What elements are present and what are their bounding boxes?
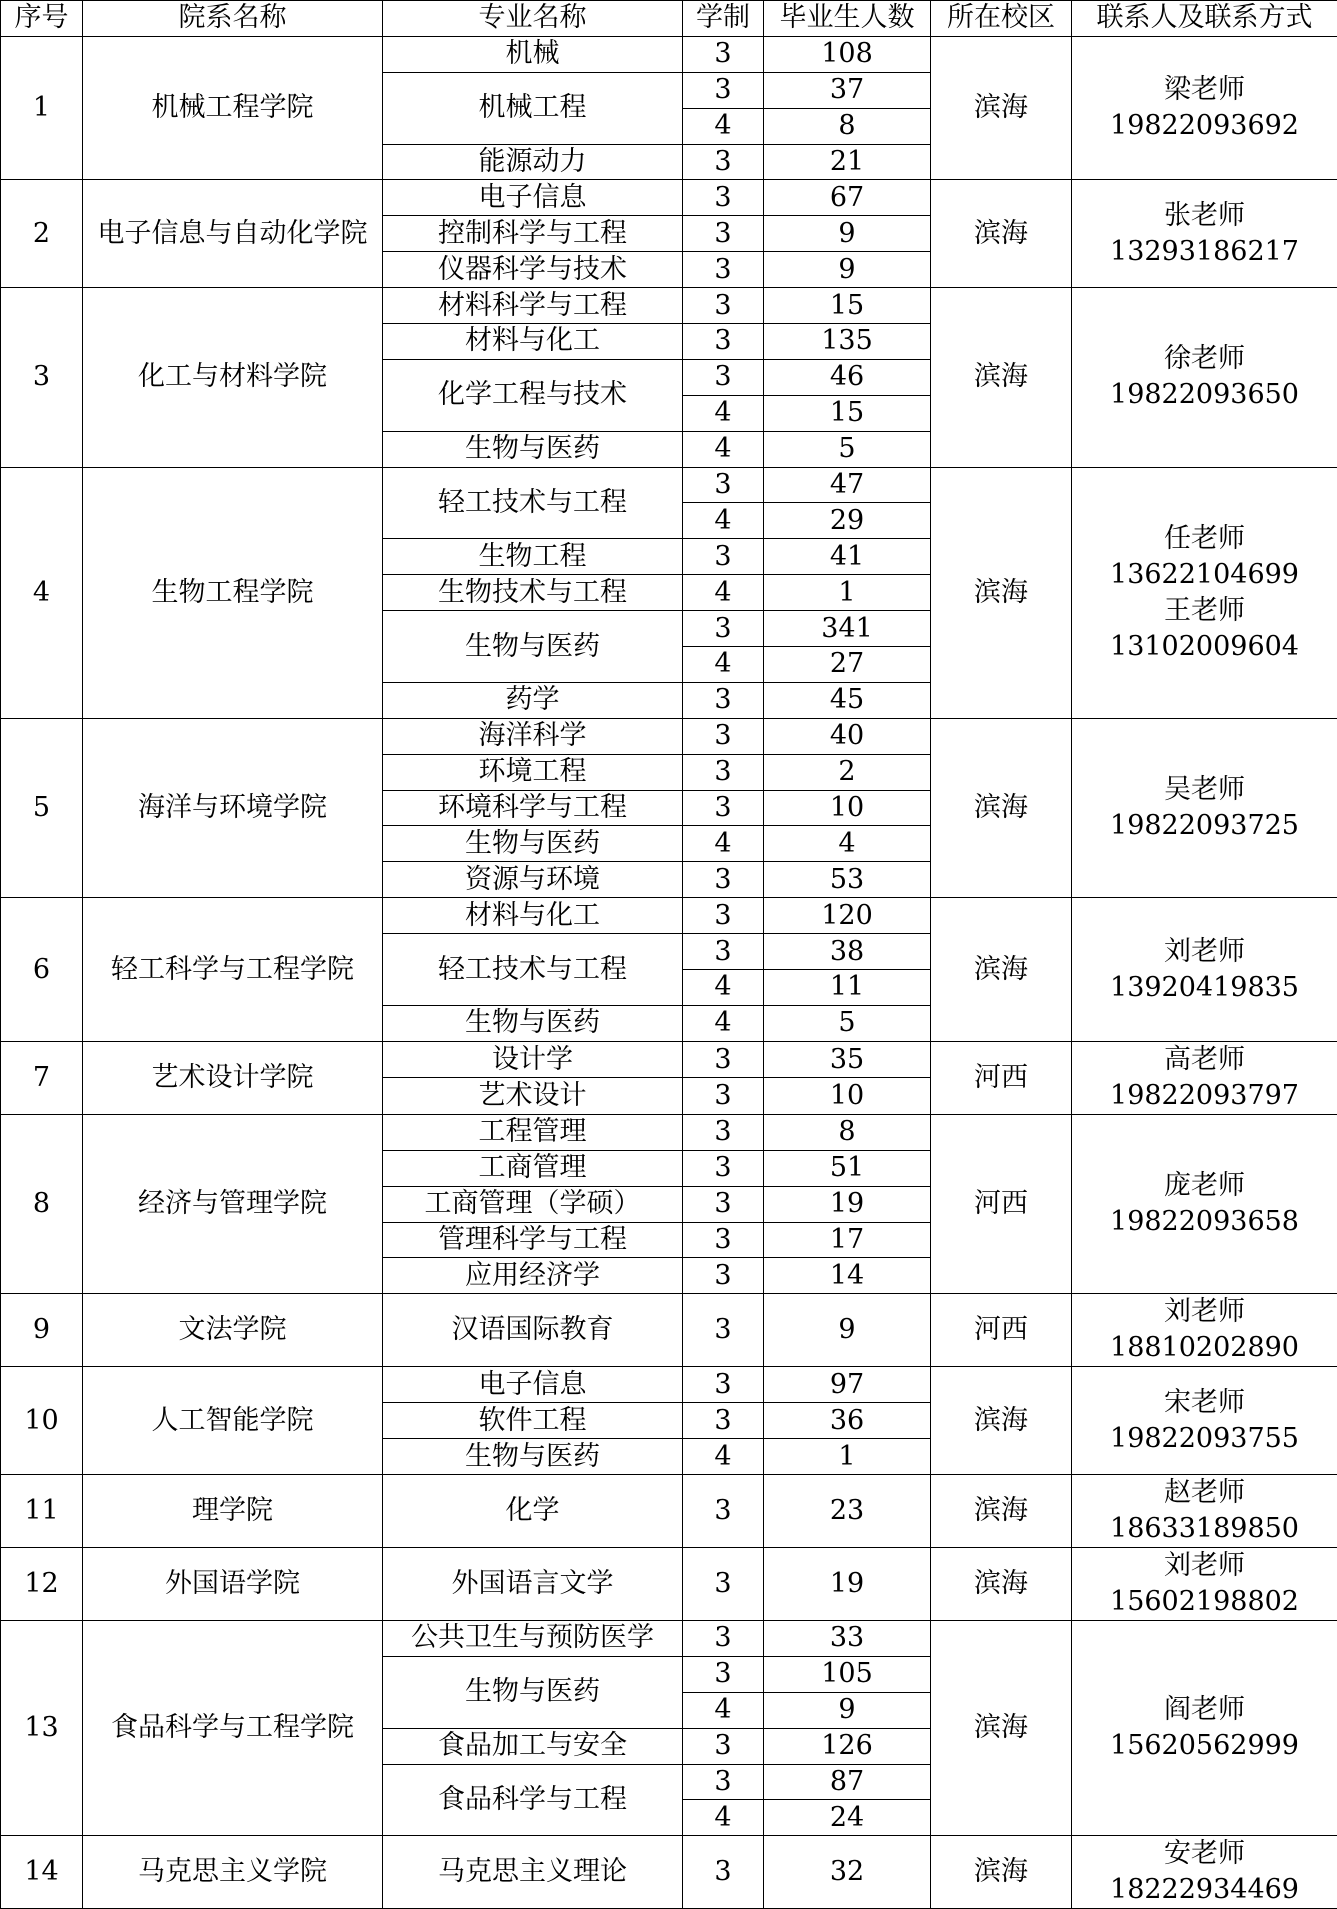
graduate-count: 105 xyxy=(764,1656,931,1692)
graduate-count: 24 xyxy=(764,1800,931,1836)
study-duration: 4 xyxy=(683,1800,764,1836)
row-index: 11 xyxy=(1,1474,83,1547)
study-duration: 3 xyxy=(683,1041,764,1078)
table-row xyxy=(1,1836,1337,1909)
graduate-count: 23 xyxy=(764,1474,931,1547)
table-row xyxy=(1,36,1337,72)
study-duration: 3 xyxy=(683,72,764,108)
study-duration: 4 xyxy=(683,108,764,144)
campus: 滨海 xyxy=(931,1367,1072,1475)
study-duration: 3 xyxy=(683,611,764,647)
study-duration: 3 xyxy=(683,1728,764,1764)
department-name: 人工智能学院 xyxy=(83,1367,383,1475)
contact-person: 任老师 xyxy=(1164,522,1245,554)
table-row xyxy=(1,898,1337,934)
contact-phone: 19822093692 xyxy=(1110,110,1299,142)
campus: 河西 xyxy=(931,1114,1072,1293)
graduate-count: 40 xyxy=(764,718,931,754)
graduate-count: 35 xyxy=(764,1041,931,1078)
table-row xyxy=(1,467,1337,503)
major-name: 外国语言文学 xyxy=(383,1547,683,1620)
contact-person: 徐老师 xyxy=(1164,343,1245,375)
contact-phone: 18633189850 xyxy=(1110,1512,1299,1544)
contact-phone: 18810202890 xyxy=(1110,1332,1299,1364)
header-campus: 所在校区 xyxy=(931,1,1072,37)
major-name: 环境工程 xyxy=(383,754,683,790)
study-duration: 3 xyxy=(683,1367,764,1403)
graduate-count: 47 xyxy=(764,467,931,503)
major-name: 马克思主义理论 xyxy=(383,1836,683,1909)
contact-phone: 19822093755 xyxy=(1110,1422,1299,1454)
major-name: 生物与医药 xyxy=(383,611,683,683)
contact-info xyxy=(1072,467,1337,718)
department-name: 食品科学与工程学院 xyxy=(83,1620,383,1835)
study-duration: 4 xyxy=(683,826,764,862)
contact-info xyxy=(1072,36,1337,180)
contact-info xyxy=(1072,718,1337,897)
contact-info xyxy=(1072,1114,1337,1293)
graduate-count: 51 xyxy=(764,1150,931,1186)
department-name: 外国语学院 xyxy=(83,1547,383,1620)
row-index: 7 xyxy=(1,1041,83,1114)
department-name: 马克思主义学院 xyxy=(83,1836,383,1909)
campus: 滨海 xyxy=(931,1474,1072,1547)
contact-phone: 13102009604 xyxy=(1110,630,1299,662)
study-duration: 3 xyxy=(683,288,764,324)
graduate-count: 27 xyxy=(764,647,931,683)
major-name: 食品科学与工程 xyxy=(383,1764,683,1836)
table-row xyxy=(1,1041,1337,1078)
campus: 滨海 xyxy=(931,467,1072,718)
campus: 滨海 xyxy=(931,1620,1072,1835)
graduate-count: 41 xyxy=(764,539,931,575)
study-duration: 3 xyxy=(683,1186,764,1222)
study-duration: 3 xyxy=(683,1222,764,1258)
study-duration: 3 xyxy=(683,1474,764,1547)
header-major: 专业名称 xyxy=(383,1,683,37)
header-duration: 学制 xyxy=(683,1,764,37)
major-name: 应用经济学 xyxy=(383,1258,683,1294)
graduate-count: 67 xyxy=(764,180,931,216)
graduate-count: 8 xyxy=(764,108,931,144)
study-duration: 3 xyxy=(683,324,764,360)
contact-person: 张老师 xyxy=(1164,199,1245,231)
campus: 河西 xyxy=(931,1294,1072,1367)
header-row xyxy=(1,1,1337,37)
study-duration: 3 xyxy=(683,539,764,575)
study-duration: 3 xyxy=(683,1656,764,1692)
study-duration: 3 xyxy=(683,1150,764,1186)
major-name: 工商管理（学硕） xyxy=(383,1186,683,1222)
study-duration: 4 xyxy=(683,647,764,683)
major-name: 环境科学与工程 xyxy=(383,790,683,826)
major-name: 控制科学与工程 xyxy=(383,216,683,252)
graduate-count: 37 xyxy=(764,72,931,108)
major-name: 化学 xyxy=(383,1474,683,1547)
major-name: 海洋科学 xyxy=(383,718,683,754)
study-duration: 3 xyxy=(683,862,764,898)
contact-person: 庞老师 xyxy=(1164,1170,1245,1202)
row-index: 5 xyxy=(1,718,83,897)
department-name: 海洋与环境学院 xyxy=(83,718,383,897)
header-contact: 联系人及联系方式 xyxy=(1072,1,1337,37)
study-duration: 3 xyxy=(683,1114,764,1150)
campus: 滨海 xyxy=(931,718,1072,897)
graduate-count: 33 xyxy=(764,1620,931,1656)
campus: 滨海 xyxy=(931,288,1072,467)
contact-person: 刘老师 xyxy=(1164,1549,1245,1581)
contact-info xyxy=(1072,1620,1337,1835)
graduate-count: 9 xyxy=(764,216,931,252)
row-index: 4 xyxy=(1,467,83,718)
table-row xyxy=(1,718,1337,754)
graduate-count: 9 xyxy=(764,1294,931,1367)
graduate-count: 135 xyxy=(764,324,931,360)
graduate-count: 32 xyxy=(764,1836,931,1909)
major-name: 汉语国际教育 xyxy=(383,1294,683,1367)
major-name: 生物技术与工程 xyxy=(383,575,683,611)
graduate-count: 19 xyxy=(764,1186,931,1222)
contact-person: 刘老师 xyxy=(1164,935,1245,967)
graduate-count: 9 xyxy=(764,1692,931,1728)
graduate-count: 36 xyxy=(764,1403,931,1439)
table-row xyxy=(1,1547,1337,1620)
contact-phone: 13920419835 xyxy=(1110,971,1299,1003)
major-name: 生物与医药 xyxy=(383,431,683,467)
department-name: 文法学院 xyxy=(83,1294,383,1367)
study-duration: 3 xyxy=(683,1078,764,1115)
major-name: 资源与环境 xyxy=(383,862,683,898)
study-duration: 3 xyxy=(683,682,764,718)
graduate-count: 5 xyxy=(764,431,931,467)
row-index: 3 xyxy=(1,288,83,467)
study-duration: 3 xyxy=(683,898,764,934)
contact-person: 吴老师 xyxy=(1164,774,1245,806)
major-name: 材料与化工 xyxy=(383,898,683,934)
department-name: 经济与管理学院 xyxy=(83,1114,383,1293)
graduate-count: 10 xyxy=(764,790,931,826)
graduate-count: 10 xyxy=(764,1078,931,1115)
study-duration: 4 xyxy=(683,503,764,539)
study-duration: 3 xyxy=(683,36,764,72)
study-duration: 3 xyxy=(683,359,764,395)
table-row xyxy=(1,1367,1337,1403)
contact-person: 梁老师 xyxy=(1164,74,1245,106)
contact-person: 刘老师 xyxy=(1164,1296,1245,1328)
study-duration: 3 xyxy=(683,1764,764,1800)
campus: 滨海 xyxy=(931,898,1072,1042)
graduate-count: 15 xyxy=(764,288,931,324)
graduate-count: 17 xyxy=(764,1222,931,1258)
header-index: 序号 xyxy=(1,1,83,37)
major-name: 生物工程 xyxy=(383,539,683,575)
study-duration: 4 xyxy=(683,395,764,431)
contact-phone: 19822093650 xyxy=(1110,379,1299,411)
major-name: 机械 xyxy=(383,36,683,72)
major-name: 软件工程 xyxy=(383,1403,683,1439)
contact-info xyxy=(1072,1294,1337,1367)
major-name: 食品加工与安全 xyxy=(383,1728,683,1764)
major-name: 轻工技术与工程 xyxy=(383,467,683,539)
major-name: 机械工程 xyxy=(383,72,683,144)
study-duration: 4 xyxy=(683,431,764,467)
study-duration: 4 xyxy=(683,1439,764,1475)
contact-phone: 19822093797 xyxy=(1110,1079,1299,1111)
table-row xyxy=(1,1114,1337,1150)
study-duration: 3 xyxy=(683,1294,764,1367)
major-name: 艺术设计 xyxy=(383,1078,683,1115)
graduate-count: 45 xyxy=(764,682,931,718)
major-name: 管理科学与工程 xyxy=(383,1222,683,1258)
row-index: 13 xyxy=(1,1620,83,1835)
contact-info xyxy=(1072,180,1337,288)
contact-phone: 13622104699 xyxy=(1110,558,1299,590)
contact-person: 赵老师 xyxy=(1164,1476,1245,1508)
graduate-count: 1 xyxy=(764,575,931,611)
row-index: 6 xyxy=(1,898,83,1042)
department-name: 艺术设计学院 xyxy=(83,1041,383,1114)
table-row xyxy=(1,1294,1337,1367)
graduate-count: 38 xyxy=(764,934,931,970)
study-duration: 3 xyxy=(683,754,764,790)
contact-info xyxy=(1072,1547,1337,1620)
contact-phone: 18222934469 xyxy=(1110,1874,1299,1906)
graduate-count: 21 xyxy=(764,144,931,180)
graduate-count: 15 xyxy=(764,395,931,431)
graduate-count: 9 xyxy=(764,252,931,288)
study-duration: 3 xyxy=(683,1403,764,1439)
campus: 河西 xyxy=(931,1041,1072,1114)
row-index: 2 xyxy=(1,180,83,288)
major-name: 生物与医药 xyxy=(383,1439,683,1475)
row-index: 9 xyxy=(1,1294,83,1367)
campus: 滨海 xyxy=(931,1836,1072,1909)
row-index: 1 xyxy=(1,36,83,180)
contact-person: 高老师 xyxy=(1164,1043,1245,1075)
study-duration: 3 xyxy=(683,252,764,288)
major-name: 药学 xyxy=(383,682,683,718)
graduate-count: 8 xyxy=(764,1114,931,1150)
study-duration: 3 xyxy=(683,216,764,252)
campus: 滨海 xyxy=(931,36,1072,180)
department-name: 理学院 xyxy=(83,1474,383,1547)
contact-phone: 13293186217 xyxy=(1110,235,1299,267)
major-name: 材料与化工 xyxy=(383,324,683,360)
header-department: 院系名称 xyxy=(83,1,383,37)
graduate-count: 4 xyxy=(764,826,931,862)
row-index: 12 xyxy=(1,1547,83,1620)
study-duration: 3 xyxy=(683,790,764,826)
study-duration: 3 xyxy=(683,1258,764,1294)
contact-person: 王老师 xyxy=(1164,594,1245,626)
major-name: 能源动力 xyxy=(383,144,683,180)
row-index: 8 xyxy=(1,1114,83,1293)
table-row xyxy=(1,1620,1337,1656)
major-name: 设计学 xyxy=(383,1041,683,1078)
major-name: 仪器科学与技术 xyxy=(383,252,683,288)
contact-person: 安老师 xyxy=(1164,1838,1245,1870)
major-name: 轻工技术与工程 xyxy=(383,934,683,1006)
graduate-count: 29 xyxy=(764,503,931,539)
header-graduate-count: 毕业生人数 xyxy=(764,1,931,37)
study-duration: 4 xyxy=(683,970,764,1006)
contact-info xyxy=(1072,1836,1337,1909)
contact-person: 阎老师 xyxy=(1164,1694,1245,1726)
row-index: 14 xyxy=(1,1836,83,1909)
contact-phone: 19822093725 xyxy=(1110,810,1299,842)
graduate-count: 2 xyxy=(764,754,931,790)
study-duration: 3 xyxy=(683,1547,764,1620)
graduate-count: 53 xyxy=(764,862,931,898)
study-duration: 3 xyxy=(683,718,764,754)
graduate-count: 46 xyxy=(764,359,931,395)
contact-info xyxy=(1072,1474,1337,1547)
major-name: 生物与医药 xyxy=(383,1656,683,1728)
graduate-count: 5 xyxy=(764,1005,931,1041)
major-name: 材料科学与工程 xyxy=(383,288,683,324)
study-duration: 3 xyxy=(683,180,764,216)
table-row xyxy=(1,180,1337,216)
table-row xyxy=(1,1474,1337,1547)
graduate-count: 126 xyxy=(764,1728,931,1764)
graduate-count: 120 xyxy=(764,898,931,934)
campus: 滨海 xyxy=(931,1547,1072,1620)
contact-info xyxy=(1072,898,1337,1042)
major-name: 工程管理 xyxy=(383,1114,683,1150)
contact-info xyxy=(1072,1367,1337,1475)
study-duration: 3 xyxy=(683,1620,764,1656)
major-name: 公共卫生与预防医学 xyxy=(383,1620,683,1656)
department-name: 生物工程学院 xyxy=(83,467,383,718)
major-name: 生物与医药 xyxy=(383,826,683,862)
department-name: 轻工科学与工程学院 xyxy=(83,898,383,1042)
graduate-count: 19 xyxy=(764,1547,931,1620)
study-duration: 4 xyxy=(683,1692,764,1728)
study-duration: 4 xyxy=(683,1005,764,1041)
department-name: 化工与材料学院 xyxy=(83,288,383,467)
major-name: 工商管理 xyxy=(383,1150,683,1186)
major-name: 电子信息 xyxy=(383,1367,683,1403)
table-row xyxy=(1,288,1337,324)
row-index: 10 xyxy=(1,1367,83,1475)
department-name: 机械工程学院 xyxy=(83,36,383,180)
graduate-count: 108 xyxy=(764,36,931,72)
graduate-count: 341 xyxy=(764,611,931,647)
study-duration: 3 xyxy=(683,1836,764,1909)
major-name: 生物与医药 xyxy=(383,1005,683,1041)
contact-phone: 15602198802 xyxy=(1110,1585,1299,1617)
department-name: 电子信息与自动化学院 xyxy=(83,180,383,288)
study-duration: 4 xyxy=(683,575,764,611)
graduate-count: 11 xyxy=(764,970,931,1006)
study-duration: 3 xyxy=(683,467,764,503)
major-name: 化学工程与技术 xyxy=(383,359,683,431)
campus: 滨海 xyxy=(931,180,1072,288)
graduate-count: 14 xyxy=(764,1258,931,1294)
contact-phone: 19822093658 xyxy=(1110,1206,1299,1238)
contact-phone: 15620562999 xyxy=(1110,1730,1299,1762)
major-name: 电子信息 xyxy=(383,180,683,216)
study-duration: 3 xyxy=(683,934,764,970)
contact-info xyxy=(1072,288,1337,467)
study-duration: 3 xyxy=(683,144,764,180)
contact-info xyxy=(1072,1041,1337,1114)
graduate-count: 87 xyxy=(764,1764,931,1800)
graduate-count: 97 xyxy=(764,1367,931,1403)
graduate-count: 1 xyxy=(764,1439,931,1475)
contact-person: 宋老师 xyxy=(1164,1386,1245,1418)
